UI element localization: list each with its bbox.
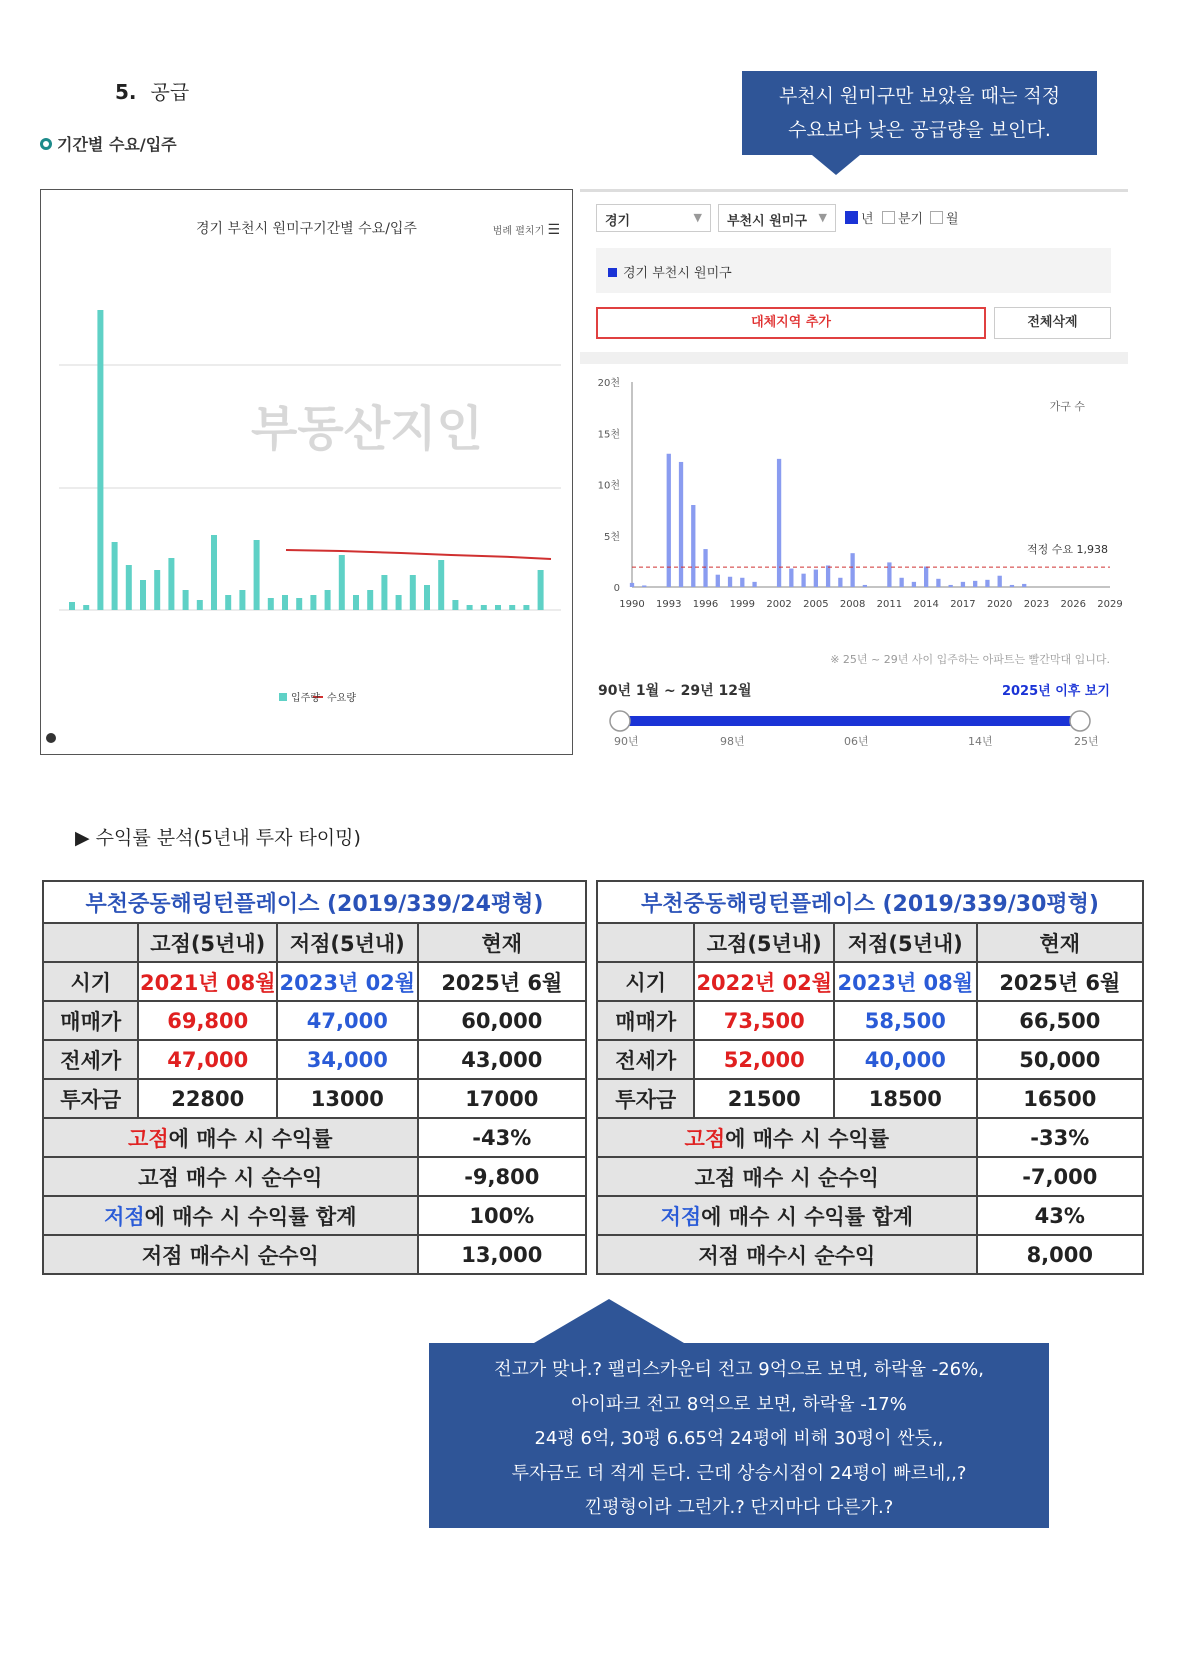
province-select-value: 경기: [605, 214, 631, 229]
summary-prefix: 저점: [104, 1204, 145, 1229]
slider-tick: 06년: [844, 735, 869, 748]
period-label: 분기: [898, 212, 924, 227]
table-title: 부천중동해링턴플레이스 (2019/339/24평형): [43, 881, 586, 923]
table-header: 현재: [977, 923, 1143, 962]
region-color-square: [608, 268, 617, 277]
y-tick-label: 5천: [603, 531, 620, 543]
summary-label: 저점 매수시 순수익: [597, 1235, 977, 1274]
bar: [630, 583, 634, 587]
supply-bar: [211, 535, 217, 610]
watermark: 부동산지인: [251, 401, 483, 457]
slider-tick: 98년: [720, 735, 745, 748]
left-chart-svg: [41, 190, 574, 756]
range-label: 90년 1월 ~ 29년 12월: [598, 683, 752, 699]
callout-top-line: 수요보다 낮은 공급량을 보인다.: [788, 119, 1051, 141]
supply-bar: [410, 575, 416, 610]
summary-label: [597, 1196, 977, 1235]
supply-bar: [112, 542, 118, 610]
summary-label: [597, 1118, 977, 1157]
bar: [887, 562, 891, 587]
high-value: 69,800: [138, 1001, 277, 1040]
callout-top: [742, 71, 1097, 155]
chart-footnote: ※ 25년 ~ 29년 사이 입주하는 아파트는 빨간막대 입니다.: [830, 653, 1110, 666]
row-label: 매매가: [597, 1001, 694, 1040]
supply-bar: [97, 310, 103, 610]
low-value: 34,000: [277, 1040, 418, 1079]
bar: [936, 579, 940, 587]
chevron-down-icon: ▼: [818, 211, 827, 224]
summary-value: 13,000: [418, 1235, 586, 1274]
supply-bar: [83, 605, 89, 610]
current-value: 50,000: [977, 1040, 1143, 1079]
circle-icon: [40, 138, 52, 150]
slider-handle-end: [1070, 711, 1090, 731]
legend-demand-label: 수요량: [327, 693, 356, 704]
low-value: 2023년 08월: [834, 962, 977, 1001]
high-value: 73,500: [694, 1001, 834, 1040]
low-value: 13000: [277, 1079, 418, 1118]
supply-bar: [325, 590, 331, 610]
supply-bar: [467, 605, 473, 610]
table-title: 부천중동해링턴플레이스 (2019/339/30평형): [597, 881, 1143, 923]
supply-bar-chart: [580, 372, 1128, 662]
checkbox-icon: [930, 211, 943, 224]
supply-bar: [126, 565, 132, 610]
supply-bar: [381, 575, 387, 610]
supply-bar: [154, 570, 160, 610]
bar: [863, 585, 867, 587]
supply-bar: [296, 598, 302, 610]
bar: [1010, 585, 1014, 587]
x-tick-label: 2029: [1097, 599, 1123, 610]
supply-bar: [282, 595, 288, 610]
right-chart-panel: [580, 189, 1128, 755]
delete-all-button[interactable]: 전체삭제: [994, 307, 1111, 339]
summary-value: -9,800: [418, 1157, 586, 1196]
callout-bottom-line: 아이파크 전고 8억으로 보면, 하락율 -17%: [571, 1393, 907, 1415]
current-value: 16500: [977, 1079, 1143, 1118]
summary-value: 100%: [418, 1196, 586, 1235]
x-tick-label: 2002: [766, 599, 792, 610]
bar: [801, 574, 805, 587]
summary-text: 에 매수 시 수익률: [725, 1126, 890, 1151]
bar: [961, 582, 965, 587]
supply-bar: [523, 605, 529, 610]
x-tick-label: 1990: [619, 599, 645, 610]
high-value: 47,000: [138, 1040, 277, 1079]
summary-value: -43%: [418, 1118, 586, 1157]
low-value: 2023년 02월: [277, 962, 418, 1001]
callout-bottom-line: 낀평형이라 그런가.? 단지마다 다른가.?: [584, 1497, 894, 1518]
period-label: 월: [946, 212, 959, 227]
city-select[interactable]: [718, 204, 836, 232]
bar: [740, 578, 744, 587]
slider-handle-start: [610, 711, 630, 731]
y-tick-label: 15천: [597, 429, 620, 441]
series-label: 가구 수: [1049, 400, 1085, 413]
summary-text: 에 매수 시 수익률: [168, 1126, 333, 1151]
slider-tick: 25년: [1074, 735, 1099, 748]
supply-bar: [69, 602, 75, 610]
table-header: 저점(5년내): [834, 923, 977, 962]
x-tick-label: 2011: [876, 599, 903, 610]
x-tick-label: 2005: [803, 599, 829, 610]
row-label: 전세가: [597, 1040, 694, 1079]
summary-label: [43, 1118, 418, 1157]
table-header-empty: [43, 923, 138, 962]
callout-top-line: 부천시 원미구만 보았을 때는 적정: [778, 85, 1061, 107]
x-tick-label: 2014: [913, 599, 939, 610]
left-chart-title: 경기 부천시 원미구기간별 수요/입주: [196, 221, 417, 237]
period-month-checkbox[interactable]: [930, 208, 959, 227]
y-tick-label: 20천: [597, 378, 620, 389]
bar: [728, 577, 732, 587]
bar: [838, 578, 842, 587]
table-header: 현재: [418, 923, 586, 962]
bar: [691, 505, 695, 587]
section-title: [115, 76, 189, 105]
x-tick-label: 2023: [1023, 599, 1050, 610]
callout-bottom-line: 투자금도 더 적게 든다. 근데 상승시점이 24평이 빠르네,,?: [511, 1462, 967, 1484]
bar: [924, 567, 928, 588]
city-select-value: 부천시 원미구: [727, 214, 807, 229]
bar: [998, 576, 1002, 587]
summary-value: -7,000: [977, 1157, 1143, 1196]
x-tick-label: 1993: [656, 599, 682, 610]
low-value: 58,500: [834, 1001, 977, 1040]
summary-label: 고점 매수 시 순수익: [597, 1157, 977, 1196]
table-header-empty: [597, 923, 694, 962]
supply-bar: [225, 595, 231, 610]
checkbox-icon: [882, 211, 895, 224]
current-value: 17000: [418, 1079, 586, 1118]
supply-bar: [353, 595, 359, 610]
bar: [789, 569, 793, 587]
supply-bar: [481, 605, 487, 610]
row-label: 시기: [597, 962, 694, 1001]
summary-value: -33%: [977, 1118, 1143, 1157]
x-tick-label: 2026: [1060, 599, 1086, 610]
high-value: 21500: [694, 1079, 834, 1118]
bar: [826, 565, 830, 587]
checkbox-icon: [845, 211, 858, 224]
bar: [777, 459, 781, 587]
period-year-checkbox[interactable]: [845, 208, 874, 227]
supply-bar: [438, 560, 444, 610]
supply-bar: [538, 570, 544, 610]
x-tick-label: 2017: [950, 599, 976, 610]
section2-title: ▶ 수익률 분석(5년내 투자 타이밍): [75, 827, 361, 849]
current-value: 66,500: [977, 1001, 1143, 1040]
bar: [949, 585, 953, 587]
low-value: 47,000: [277, 1001, 418, 1040]
section-number: 5.: [115, 80, 137, 104]
supply-bar: [268, 598, 274, 610]
supply-bar: [509, 605, 515, 610]
row-label: 투자금: [43, 1079, 138, 1118]
supply-bar: [495, 605, 501, 610]
x-tick-label: 1999: [729, 599, 756, 610]
callout-bottom-line: 전고가 맞나.? 팰리스카운티 전고 9억으로 보면, 하락율 -26%,: [494, 1359, 984, 1380]
x-tick-label: 1996: [692, 599, 719, 610]
supply-bar: [310, 595, 316, 610]
region-tag[interactable]: [596, 248, 1111, 293]
summary-prefix: 저점: [660, 1204, 702, 1229]
region-tag-label: 경기 부천시 원미구: [623, 266, 732, 281]
row-label: 전세가: [43, 1040, 138, 1079]
chevron-down-icon: ▼: [693, 211, 702, 224]
left-chart-panel: [40, 189, 573, 755]
legend-menu-label: 범례 펼치기: [492, 226, 545, 237]
supply-bar: [254, 540, 260, 610]
bar: [899, 578, 903, 587]
bar: [703, 549, 707, 587]
supply-bar: [183, 590, 189, 610]
province-select[interactable]: [596, 204, 711, 232]
current-value: 2025년 6월: [418, 962, 586, 1001]
row-label: 투자금: [597, 1079, 694, 1118]
profit-table-24: [42, 880, 587, 1275]
left-chart-grid: [59, 365, 561, 610]
supply-bar: [367, 590, 373, 610]
period-label: 년: [861, 212, 874, 227]
supply-bar: [452, 600, 458, 610]
bar: [642, 585, 646, 587]
low-value: 40,000: [834, 1040, 977, 1079]
left-chart-bars: [69, 310, 544, 610]
period-quarter-checkbox[interactable]: [882, 208, 923, 227]
summary-prefix: 고점: [684, 1126, 726, 1151]
supply-bar: [424, 585, 430, 610]
row-label: 매매가: [43, 1001, 138, 1040]
high-value: 22800: [138, 1079, 277, 1118]
table-header: 고점(5년내): [694, 923, 834, 962]
summary-value: 8,000: [977, 1235, 1143, 1274]
bar: [814, 570, 818, 587]
circle-icon: [46, 733, 56, 743]
menu-icon: ☰: [547, 222, 560, 238]
callout-bottom: [429, 1343, 1049, 1528]
summary-label: 고점 매수 시 순수익: [43, 1157, 418, 1196]
high-value: 2022년 02월: [694, 962, 834, 1001]
subheading: [40, 132, 177, 155]
x-tick-label: 2020: [986, 599, 1013, 610]
summary-value: 43%: [977, 1196, 1143, 1235]
summary-text: 에 매수 시 수익률 합계: [144, 1204, 357, 1229]
add-region-button[interactable]: 대체지역 추가: [596, 307, 986, 339]
summary-text: 에 매수 시 수익률 합계: [701, 1204, 913, 1229]
callout-bottom-line: 24평 6억, 30평 6.65억 24평에 비해 30평이 싼듯,,: [534, 1428, 944, 1449]
subheading-text: 기간별 수요/입주: [57, 135, 177, 154]
profit-table-30: [596, 880, 1144, 1275]
supply-bar: [396, 595, 402, 610]
summary-prefix: 고점: [128, 1126, 169, 1151]
summary-label: [43, 1196, 418, 1235]
x-tick-label: 2008: [839, 599, 866, 610]
bar: [912, 582, 916, 587]
bar: [752, 582, 756, 587]
current-value: 2025년 6월: [977, 962, 1143, 1001]
bar: [716, 575, 720, 587]
divider: [580, 352, 1128, 364]
after-2025-link[interactable]: 2025년 이후 보기: [1001, 684, 1110, 699]
legend-supply-swatch: [279, 693, 287, 701]
current-value: 43,000: [418, 1040, 586, 1079]
table-header: 고점(5년내): [138, 923, 277, 962]
table-header: 저점(5년내): [277, 923, 418, 962]
bar: [679, 462, 683, 587]
legend-supply-label: 입주량: [291, 693, 320, 704]
low-value: 18500: [834, 1079, 977, 1118]
slider-tick: 90년: [614, 735, 639, 748]
slider-track: [620, 716, 1080, 726]
bar: [1022, 584, 1026, 587]
supply-bar: [140, 580, 146, 610]
supply-bar: [197, 600, 203, 610]
bar: [985, 580, 989, 587]
supply-bar: [168, 558, 174, 610]
bar: [850, 553, 854, 587]
demand-label: 적정 수요 1,938: [1027, 543, 1108, 557]
bar: [973, 581, 977, 587]
supply-bar: [239, 590, 245, 610]
current-value: 60,000: [418, 1001, 586, 1040]
supply-bar: [339, 555, 345, 610]
slider-tick: 14년: [968, 735, 993, 748]
row-label: 시기: [43, 962, 138, 1001]
section-title-text: 공급: [150, 80, 190, 104]
y-tick-label: 10천: [597, 480, 620, 492]
y-tick-label: 0: [613, 583, 620, 594]
high-value: 52,000: [694, 1040, 834, 1079]
high-value: 2021년 08월: [138, 962, 277, 1001]
summary-label: 저점 매수시 순수익: [43, 1235, 418, 1274]
demand-line: [286, 550, 551, 559]
